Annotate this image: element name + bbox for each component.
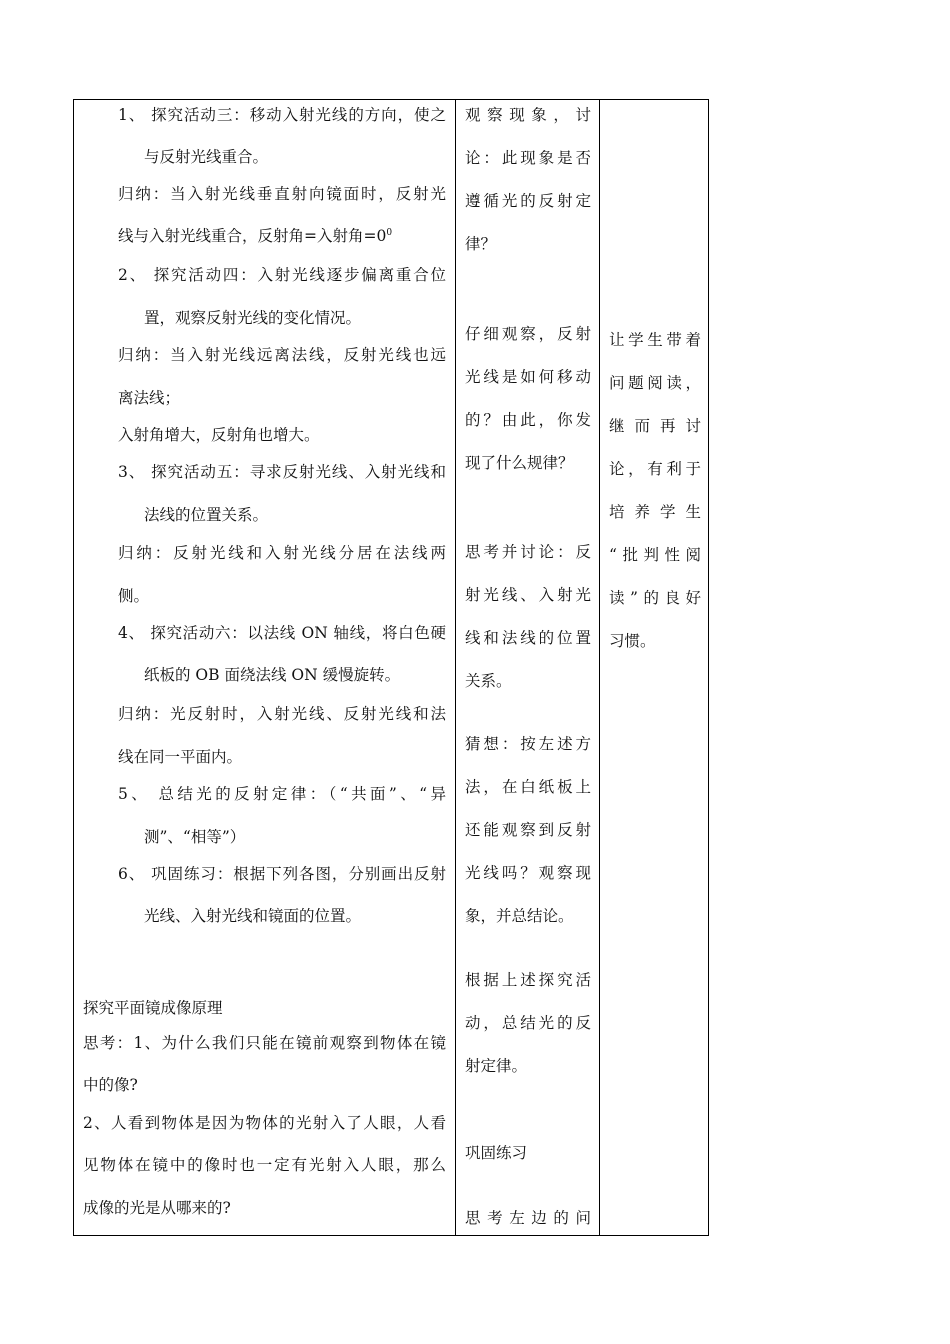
activity-line: 的？由此，你发 — [465, 411, 591, 429]
content-line: 入射角增大，反射角也增大。 — [118, 426, 320, 444]
activity-line: 还能观察到反射 — [465, 821, 591, 839]
content-line: 归纳：反射光线和入射光线分居在法线两 — [118, 544, 446, 562]
content-line: 线与入射光线重合，反射角=入射角$=0^0$ — [118, 227, 393, 245]
intent-line: 培养学生 — [609, 503, 701, 521]
content-line: 见物体在镜中的像时也一定有光射入人眼，那么 — [83, 1156, 446, 1174]
intent-line: “批判性阅 — [609, 546, 701, 564]
activity-line: 动，总结光的反 — [465, 1014, 591, 1032]
lesson-table — [73, 99, 709, 1236]
design-intent-column — [600, 100, 710, 1235]
activity-line: 射光线、入射光 — [465, 586, 591, 604]
activity-line: 律？ — [465, 235, 497, 253]
content-line: 3、 探究活动五：寻求反射光线、入射光线和 — [118, 463, 446, 481]
section-heading: 探究平面镜成像原理 — [83, 999, 223, 1017]
content-line: 成像的光是从哪来的? — [83, 1199, 231, 1217]
content-line: 1、 探究活动三：移动入射光线的方向，使之 — [118, 106, 446, 124]
content-line: 侧。 — [118, 587, 150, 605]
activity-line: 射定律。 — [465, 1057, 528, 1075]
teaching-content-column — [74, 100, 456, 1235]
intent-line: 论，有利于 — [609, 460, 701, 478]
intent-line: 读”的良好 — [609, 589, 701, 607]
content-line: 线在同一平面内。 — [118, 748, 243, 766]
activity-line: 思考并讨论：反 — [465, 543, 591, 561]
activity-line: 思考左边的问 — [465, 1209, 591, 1227]
content-line: 光线、入射光线和镜面的位置。 — [144, 907, 362, 925]
activity-line: 遵循光的反射定 — [465, 192, 591, 210]
content-line: 归纳：当入射光线垂直射向镜面时，反射光 — [118, 185, 446, 203]
content-line: 4、 探究活动六：以法线 ON 轴线，将白色硬 — [118, 624, 446, 642]
content-line: 归纳：当入射光线远离法线，反射光线也远 — [118, 346, 446, 364]
activity-line: 根据上述探究活 — [465, 971, 591, 989]
intent-line: 继而再讨 — [609, 417, 701, 435]
activity-line: 光线吗？观察现 — [465, 864, 591, 882]
student-activity-column — [456, 100, 600, 1235]
content-line: 5、 总结光的反射定律：（“共面”、“异 — [118, 785, 446, 803]
activity-line: 仔细观察，反射 — [465, 325, 591, 343]
activity-line: 猜想：按左述方 — [465, 735, 591, 753]
content-line: 置，观察反射光线的变化情况。 — [144, 309, 362, 327]
intent-line: 问题阅读， — [609, 374, 701, 392]
activity-line: 现了什么规律？ — [465, 454, 574, 472]
content-line: 离法线； — [118, 389, 181, 407]
intent-line: 习惯。 — [609, 632, 656, 650]
activity-line: 法，在白纸板上 — [465, 778, 591, 796]
activity-line: 光线是如何移动 — [465, 368, 591, 386]
content-line: 中的像? — [83, 1076, 138, 1094]
content-line: 测”、“相等”） — [144, 828, 246, 846]
content-line: 思考：1、为什么我们只能在镜前观察到物体在镜 — [83, 1034, 446, 1052]
activity-line: 象，并总结论。 — [465, 907, 574, 925]
content-line: 纸板的 OB 面绕法线 ON 缓慢旋转。 — [144, 666, 401, 684]
content-line: 2、 探究活动四：入射光线逐步偏离重合位 — [118, 266, 446, 284]
content-line: 2、人看到物体是因为物体的光射入了人眼，人看 — [83, 1114, 446, 1132]
activity-line: 线和法线的位置 — [465, 629, 591, 647]
content-line: 6、 巩固练习：根据下列各图，分别画出反射 — [118, 865, 446, 883]
activity-line: 关系。 — [465, 672, 512, 690]
content-line: 归纳：光反射时，入射光线、反射光线和法 — [118, 705, 446, 723]
content-line: 与反射光线重合。 — [144, 148, 269, 166]
activity-line: 观察现象，讨 — [465, 106, 591, 124]
activity-line: 论：此现象是否 — [465, 149, 591, 167]
activity-line: 巩固练习 — [465, 1144, 528, 1162]
content-line: 法线的位置关系。 — [144, 506, 269, 524]
intent-line: 让学生带着 — [609, 331, 701, 349]
